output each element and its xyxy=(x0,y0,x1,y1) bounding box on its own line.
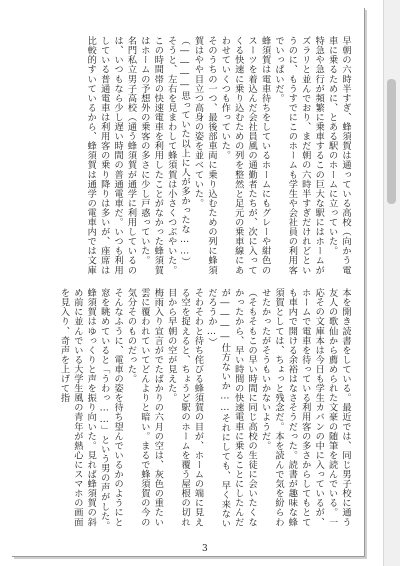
paragraph: 梅雨入り宣言がでたばかりの六月の空は、灰色の重たい雲に覆われていてどんよりと暗い。まるで蜂須賀の今の気分そのものだった。 xyxy=(125,288,164,527)
page-number: 3 xyxy=(202,544,208,554)
paragraph: 名門私立男子高校（通う蜂須賀が通学に利用しているのは、いつもなら少し遅い時間の普通電車だ。いつも利用している普通電車は利用客の乗り降りは多いが、座席は比較的すいているから、蜂須賀は通学の電車内では文庫 xyxy=(85,36,137,275)
paragraph: 早朝の六時半すぎ、蜂須賀は通っている高校（向かう電車に乗るために、とある駅のホームに立っていた。 xyxy=(326,36,351,275)
vertical-scrollbar[interactable] xyxy=(383,0,400,566)
text-block-upper xyxy=(70,36,352,284)
paragraph: そんなふうに、電車の姿を待ち望んでいるかのようにと窓を眺めていると「うわっ……」という男の声がした。 xyxy=(98,288,124,531)
paragraph: 特急や急行が頻繁に乗車するこの巨大な駅にはホームがズラリと並んでおり、まだ朝の六時半すぎだけれどというのに、もうすでにこのホームも学生や会社員の利用客でいっぱいだ。 xyxy=(272,36,325,275)
paragraph: 蜂須賀はゆっくりと声を振り向いた。見れば蜂須賀の斜め前に並んでいる大学生風の青年が熱心にスマホの画面を見入り、奇声を上げて指 xyxy=(58,288,97,527)
scrollbar-thumb[interactable] xyxy=(387,79,396,204)
paragraph: 蜂須賀は電車待ちをしているホームにもグレーや紺色のスーツを着込んだ会社員風の通勤者たちが、次に入ってくる快速に乗り込むための列を整然と足元の乗車線にあわせていくつも作っていた。 xyxy=(219,36,271,275)
paragraph: そうと、左右を見まわして蜂須賀は小さくつぶやいた。 xyxy=(165,36,177,275)
paragraph: （そもそもこの早い時間に同じ高校の生徒に会いたくなかったから、早い時間の快速電車に乗ることにしたんだが――――仕方ないか……それにしても、早く来ないだろうか…） xyxy=(205,288,258,528)
paragraph: 本を開き読書をしている。最近では、同じ男子校に通う友人の歌仙から薦められた文豪の随筆を読んでいる。一応その文庫本は今日も学生カバンの中に入っているが、ホームで電車を待っている利用客の多さからしてもとても車内で開ける余裕はなさそうだった。読書が趣味な蜂須賀としては、ちょっと残念だ。本を読んで気を紛らわせたかったがそうもいかないようだ。 xyxy=(259,288,351,527)
document-page xyxy=(12,8,365,557)
text-block-lower xyxy=(58,288,352,534)
paragraph: この時間帯の快速電車を利用したことがなかった蜂須賀はホームの予想外の乗客の多さに少し戸惑っていた。 xyxy=(138,36,164,275)
paragraph: （――――思っていた以上に人が多かったな……） xyxy=(179,36,191,267)
paragraph: そわそわと待ち侘びる蜂須賀の目が、ホームの端に見える空を捉えると、ちょうど駅のホームを覆う屋根の切れ目から早朝の空が見えた。 xyxy=(165,288,204,527)
paragraph: そのうちの一つ、最後部車両に乗り込むための列に蜂須賀はやや目立つ高身の姿を並べていた。 xyxy=(192,36,217,275)
